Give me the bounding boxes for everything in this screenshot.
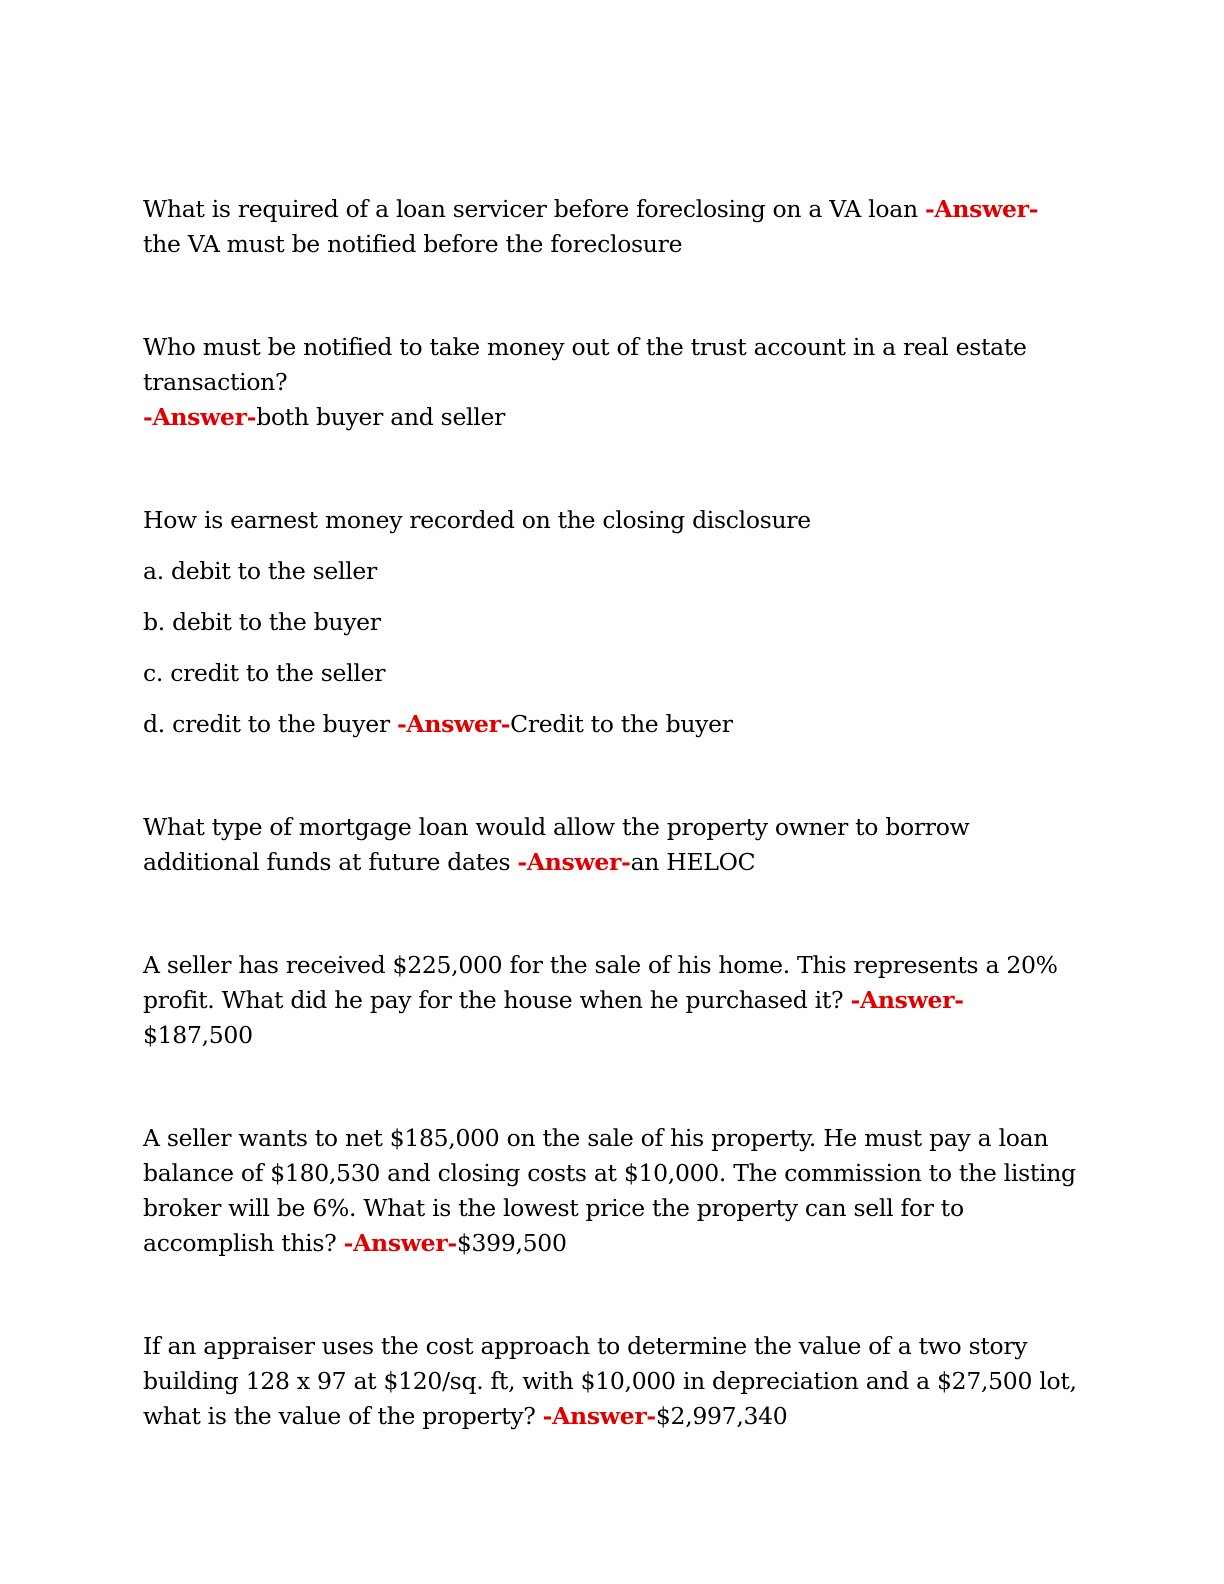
qa-item-5: [143, 948, 1083, 1053]
option-b: b. debit to the buyer: [143, 608, 381, 636]
qa-paragraph: [143, 192, 1083, 262]
answer-marker: -Answer-: [517, 848, 631, 876]
question-text: If an appraiser uses the cost approach to determine the value of a two story building 128 x 97 at $120/sq. ft, with $10,000 in depreciation and a $27,500 lot, what is the value of the property?: [143, 1332, 1077, 1430]
qa-paragraph: [143, 1121, 1083, 1261]
question-text: How is earnest money recorded on the closing disclosure: [143, 506, 811, 534]
spacer: [143, 1261, 1083, 1329]
answer-marker: -Answer-: [143, 403, 257, 431]
answer-marker: -Answer-: [396, 710, 511, 738]
question-text: A seller has received $225,000 for the sale of his home. This represents a 20% profit. What did he pay for the house when he purchased it?: [143, 951, 1058, 1014]
question-text: What is required of a loan servicer before foreclosing on a VA loan: [143, 195, 925, 223]
option-c: c. credit to the seller: [143, 659, 386, 687]
spacer: [143, 435, 1083, 503]
answer-text: $399,500: [456, 1229, 567, 1257]
qa-paragraph: [143, 810, 1083, 880]
qa-item-3: [143, 503, 1083, 742]
answer-text: Credit to the buyer: [510, 710, 733, 738]
answer-text: both buyer and seller: [256, 403, 506, 431]
question-text: What type of mortgage loan would allow the property owner to borrow additional funds at future dates: [143, 813, 970, 876]
option-d: d. credit to the buyer: [143, 710, 397, 738]
spacer: [143, 262, 1083, 330]
qa-paragraph: [143, 1329, 1083, 1434]
qa-item-6: [143, 1121, 1083, 1261]
spacer: [143, 742, 1083, 810]
qa-list: [143, 192, 1083, 1434]
answer-text: the VA must be notified before the foreclosure: [143, 230, 683, 258]
qa-item-4: [143, 810, 1083, 880]
qa-item-1: [143, 192, 1083, 262]
qa-paragraph: [143, 948, 1083, 1053]
qa-item-2: [143, 330, 1083, 435]
spacer: [143, 880, 1083, 948]
answer-marker: -Answer-: [850, 986, 964, 1014]
answer-marker: -Answer-: [542, 1402, 656, 1430]
answer-marker: -Answer-: [924, 195, 1039, 223]
spacer: [143, 1053, 1083, 1121]
answer-text: an HELOC: [630, 848, 756, 876]
answer-text: $2,997,340: [655, 1402, 788, 1430]
question-text: Who must be notified to take money out of the trust account in a real estate transaction?: [143, 333, 1027, 396]
answer-marker: -Answer-: [343, 1229, 457, 1257]
qa-item-7: [143, 1329, 1083, 1434]
question-text: A seller wants to net $185,000 on the sale of his property. He must pay a loan balance of $180,530 and closing costs at $10,000. The commission to the listing broker will be 6%. What is the lowest price the property can sell for to accomplish this?: [143, 1124, 1076, 1257]
qa-paragraph: [143, 330, 1083, 435]
option-d-paragraph: [143, 707, 1083, 742]
option-a: a. debit to the seller: [143, 557, 377, 585]
answer-text: $187,500: [143, 1021, 253, 1049]
